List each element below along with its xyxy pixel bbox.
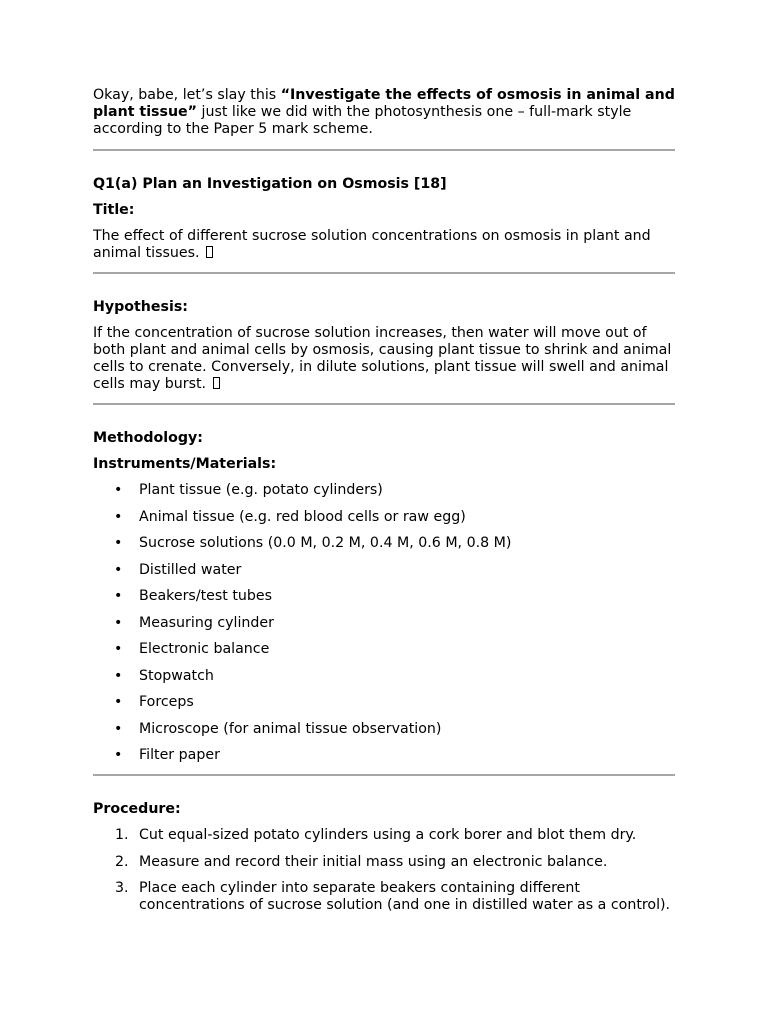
list-item: [93, 535, 675, 552]
title-text-content: The effect of different sucrose solution concentrations on osmosis in plant and animal tissues.: [93, 228, 651, 261]
step-text: Place each cylinder into separate beakers containing different concentrations of sucrose solution (and one in distilled water as a control).: [139, 880, 671, 913]
hypothesis-text-content: If the concentration of sucrose solution increases, then water will move out of both plant and animal cells by osmosis, causing plant tissue to shrink and animal cells to crenate. Conversely, in dilute solutions, plant tissue will swell and animal cells may burst.: [93, 325, 672, 392]
list-item: [93, 509, 675, 526]
hypothesis-label: Hypothesis:: [93, 299, 188, 315]
bullet-icon: •: [114, 747, 123, 763]
procedure-list: [93, 827, 675, 914]
materials-list: [93, 482, 675, 764]
bullet-icon: •: [114, 482, 123, 498]
list-item-text: Electronic balance: [139, 641, 270, 657]
list-item: [93, 562, 675, 579]
list-item: [93, 721, 675, 738]
list-item-text: Filter paper: [139, 747, 220, 763]
question-heading: Q1(a) Plan an Investigation on Osmosis [18]: [93, 176, 447, 192]
bullet-icon: •: [114, 561, 123, 578]
list-item-text: Plant tissue (e.g. potato cylinders): [139, 482, 383, 498]
intro-prefix: Okay, babe, let’s slay this: [93, 87, 281, 103]
list-item-text: Forceps: [139, 694, 194, 710]
list-item-text: Sucrose solutions (0.0 M, 0.2 M, 0.4 M, 0.6 M, 0.8 M): [139, 535, 512, 551]
list-item-text: Animal tissue (e.g. red blood cells or raw egg): [139, 508, 466, 525]
step-number: 1.: [115, 827, 129, 843]
list-item: [93, 615, 675, 632]
missing-glyph-icon: [213, 377, 220, 389]
title-label: Title:: [93, 202, 135, 218]
step-number: 2.: [115, 853, 129, 870]
list-item: [93, 827, 675, 844]
bullet-icon: •: [114, 641, 123, 657]
divider: [93, 272, 675, 274]
step-text: Cut equal-sized potato cylinders using a cork borer and blot them dry.: [139, 827, 637, 843]
bullet-icon: •: [114, 508, 123, 525]
procedure-label: Procedure:: [93, 801, 181, 817]
list-item: [93, 747, 675, 764]
methodology-label: Methodology:: [93, 430, 203, 446]
bullet-icon: •: [114, 535, 123, 551]
divider: [93, 774, 675, 776]
bullet-icon: •: [114, 667, 123, 684]
hypothesis-text: [93, 325, 675, 393]
list-item-text: Measuring cylinder: [139, 614, 274, 631]
list-item: [93, 641, 675, 658]
list-item: [93, 668, 675, 685]
bullet-icon: •: [114, 720, 123, 737]
intro-bold-title: “Investigate the effects of osmosis in animal and plant tissue”: [93, 87, 675, 120]
list-item: [93, 880, 675, 914]
bullet-icon: •: [114, 614, 123, 631]
intro-suffix: just like we did with the photosynthesis one – full-mark style according to the Paper 5 mark scheme.: [93, 104, 632, 137]
missing-glyph-icon: [206, 246, 213, 258]
list-item-text: Microscope (for animal tissue observation): [139, 720, 442, 737]
list-item-text: Beakers/test tubes: [139, 588, 273, 604]
title-text: [93, 228, 675, 262]
divider: [93, 403, 675, 405]
step-text: Measure and record their initial mass using an electronic balance.: [139, 853, 608, 870]
intro-paragraph: [93, 87, 675, 138]
document-content: [93, 87, 675, 924]
list-item: [93, 482, 675, 499]
bullet-icon: •: [114, 588, 123, 604]
step-number: 3.: [115, 880, 129, 896]
list-item: [93, 854, 675, 871]
list-item-text: Stopwatch: [139, 667, 214, 684]
divider: [93, 149, 675, 151]
bullet-icon: •: [114, 694, 123, 710]
list-item: [93, 694, 675, 711]
list-item: [93, 588, 675, 605]
list-item-text: Distilled water: [139, 561, 242, 578]
materials-label: Instruments/Materials:: [93, 456, 277, 472]
